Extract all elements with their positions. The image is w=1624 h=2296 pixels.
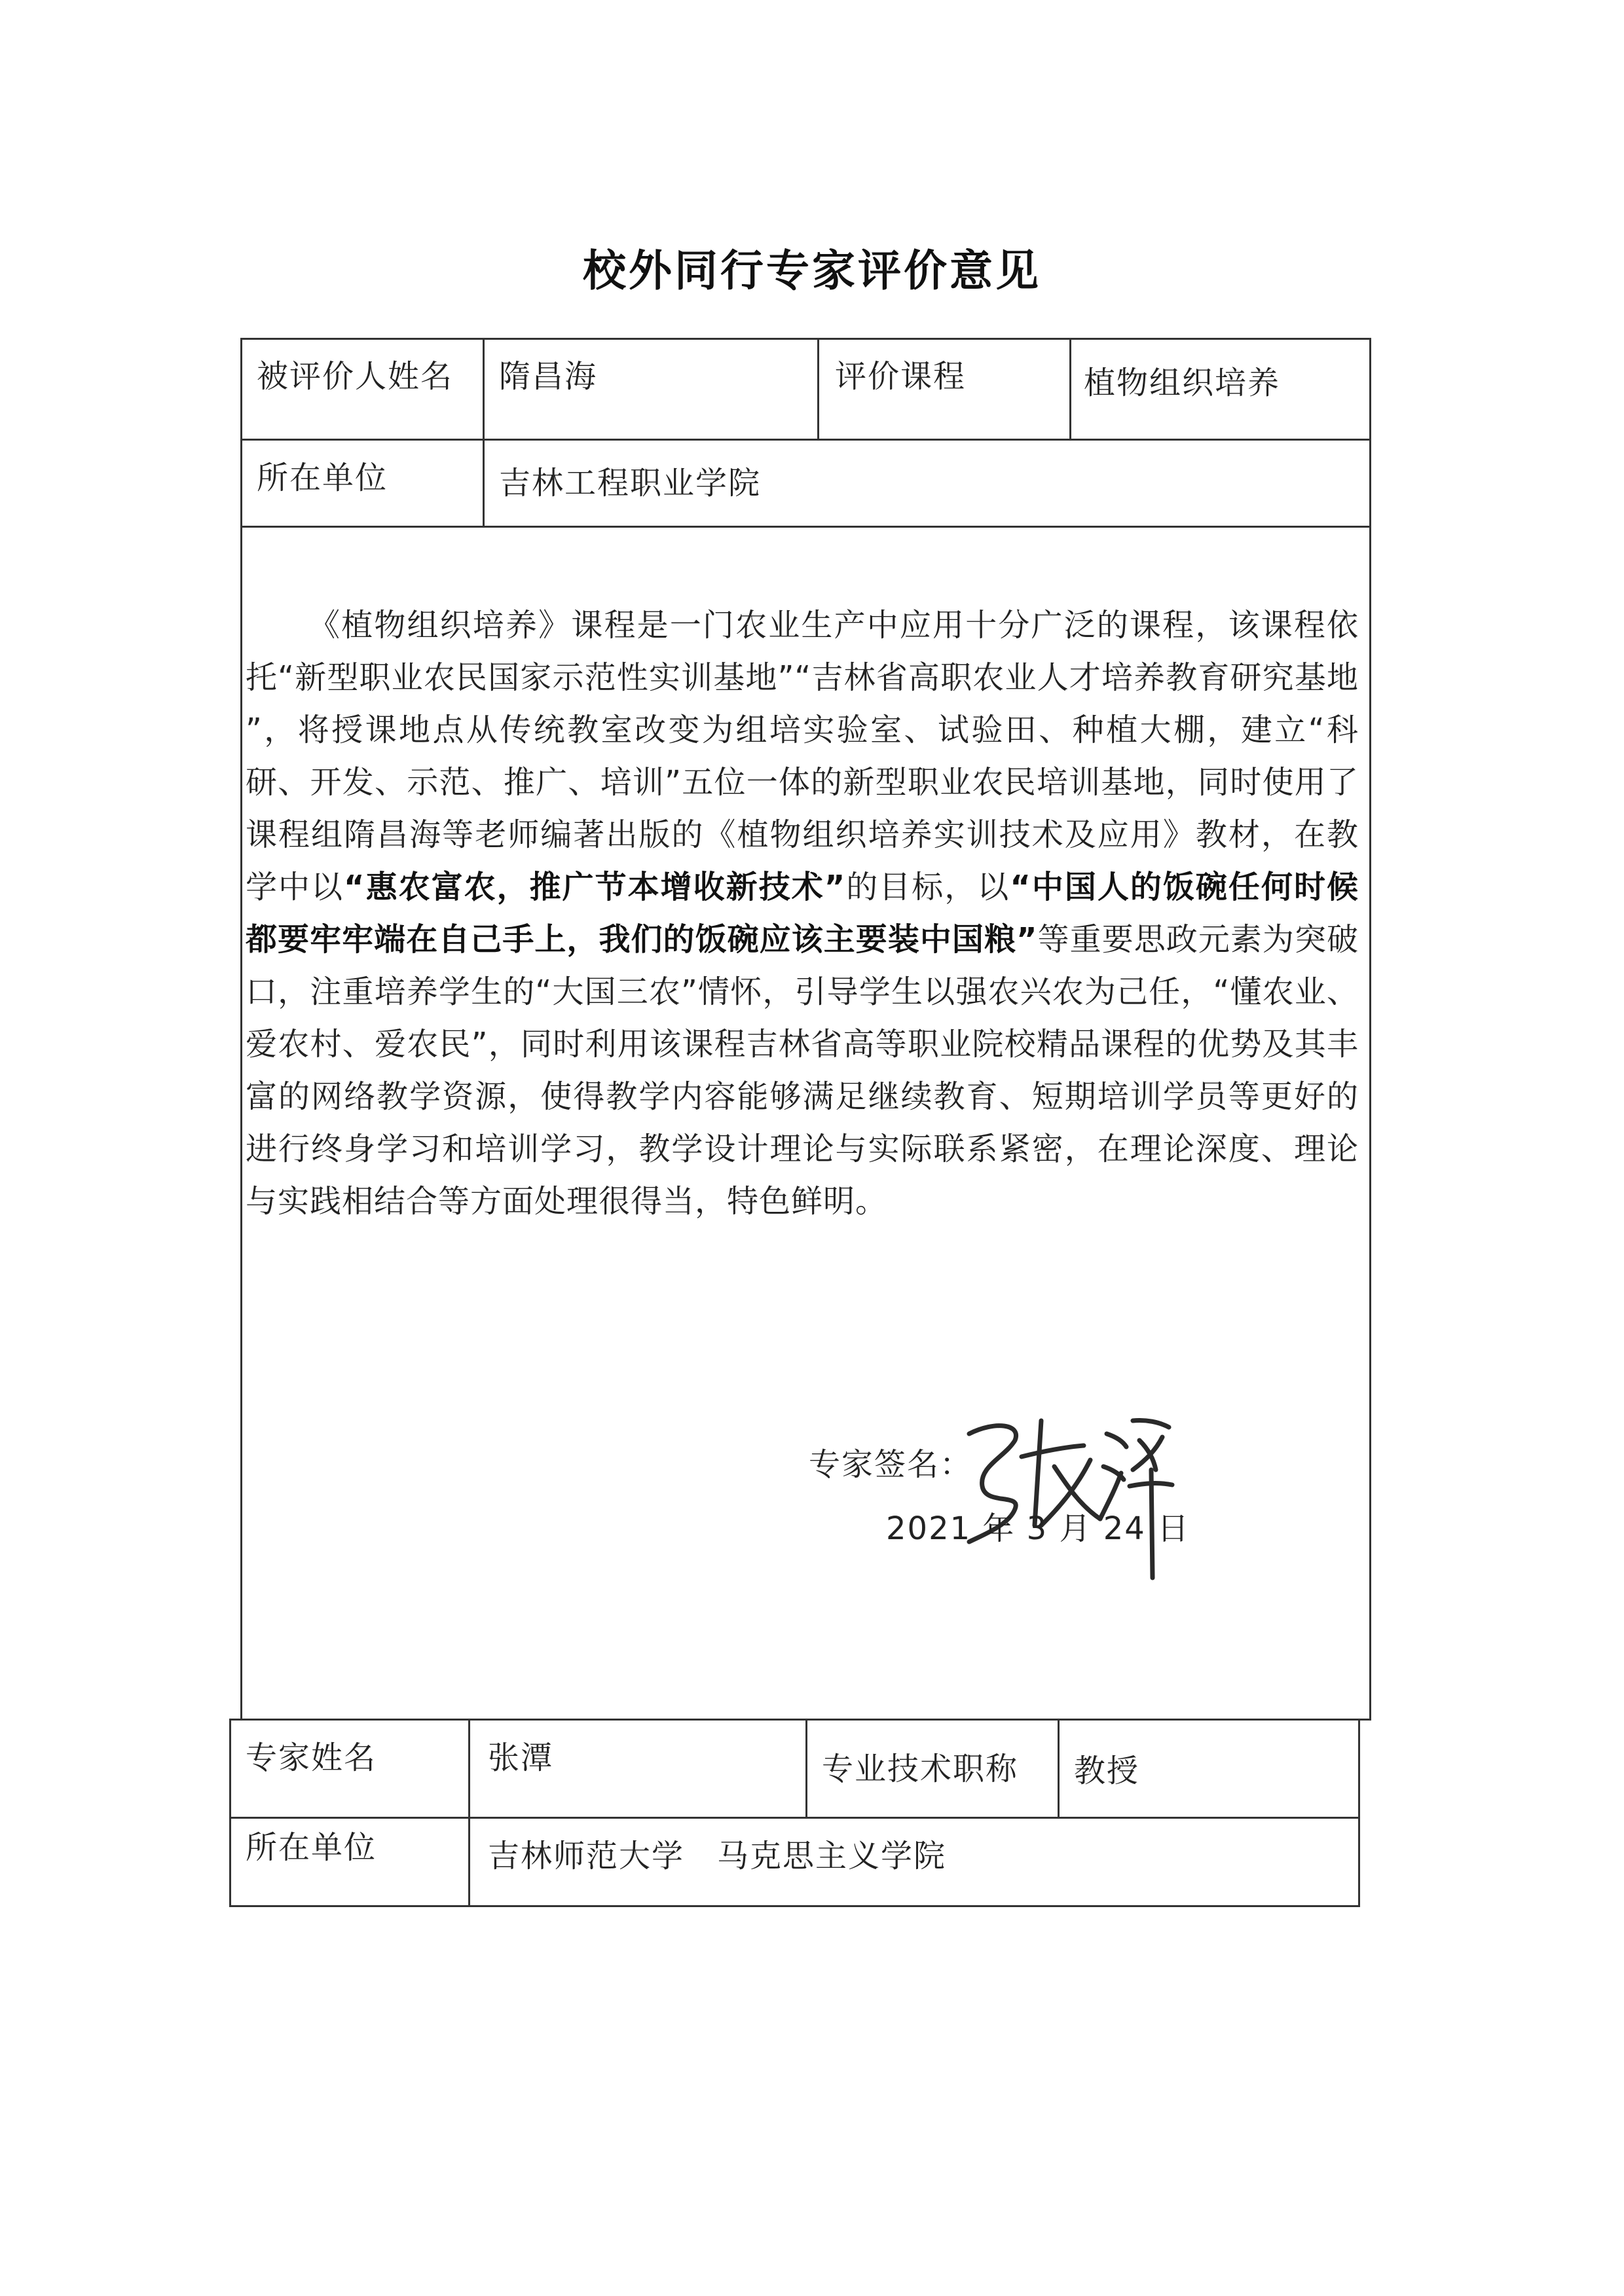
signature-date: 2021 年 3 月 24 日	[886, 1510, 1190, 1547]
opinion-paragraph	[246, 599, 1359, 1228]
opinion-text-1: 《植物组织培养》课程是一门农业生产中应用十分广泛的课程，该课程依托“新型职业农民国家示范性实训基地”“吉林省高职农业人才培养教育研究基地 ”，将授课地点从传统教室改变为组培实验室、试验田、种植大棚，建立“科研、开发、示范、推广、培训”五位一体的新型职业农民培训基地，同时使用了课程组隋昌海等老师编著出版的《植物组织培养实训技术及应用》教材，在教学中以	[246, 607, 1359, 905]
opinion-text-2: 的目标，以	[845, 869, 1010, 905]
expert-name-label: 专家姓名	[246, 1740, 377, 1776]
table-border	[229, 1719, 231, 1907]
table-border	[1358, 1719, 1360, 1907]
table-border	[483, 338, 485, 528]
opinion-bold-2: “中国人的饭碗任何时候都要牢牢端在自己手上，我们的饭碗应该主要装中国粮”	[246, 869, 1359, 958]
expert-name-value: 张潭	[488, 1740, 554, 1776]
unit-value: 吉林工程职业学院	[499, 465, 762, 501]
table-border	[240, 338, 242, 1721]
handwritten-signature	[943, 1394, 1179, 1591]
opinion-bold-1: “惠农富农，推广节本增收新技术”	[344, 869, 846, 905]
signature-label: 专家签名：	[809, 1446, 973, 1483]
evaluee-label: 被评价人姓名	[257, 358, 454, 395]
table-border	[240, 439, 1371, 441]
course-label: 评价课程	[835, 358, 967, 395]
course-value: 植物组织培养	[1084, 365, 1281, 401]
table-border	[1069, 338, 1071, 441]
expert-unit-label: 所在单位	[246, 1829, 377, 1866]
evaluee-value: 隋昌海	[499, 358, 598, 395]
expert-title-value: 教授	[1074, 1753, 1140, 1789]
table-border	[1058, 1719, 1060, 1819]
expert-unit-value: 吉林师范大学 马克思主义学院	[488, 1838, 947, 1874]
table-border	[229, 1719, 1360, 1721]
table-border	[240, 338, 1371, 340]
table-border	[817, 338, 819, 441]
table-border	[468, 1719, 470, 1907]
table-border	[229, 1905, 1360, 1907]
table-border	[229, 1817, 1360, 1819]
table-border	[240, 526, 1371, 528]
unit-label: 所在单位	[257, 460, 388, 496]
document-title: 校外同行专家评价意见	[583, 246, 1041, 296]
opinion-text-3: 等重要思政元素为突破口，注重培养学生的“大国三农”情怀，引导学生以强农兴农为己任，“懂农业、爱农村、爱农民”，同时利用该课程吉林省高等职业院校精品课程的优势及其丰富的网络教学资源，使得教学内容能够满足继续教育、短期培训学员等更好的进行终身学习和培训学习，教学设计理论与实际联系紧密，在理论深度、理论与实践相结合等方面处理很得当，特色鲜明。	[246, 921, 1359, 1220]
table-border	[1369, 338, 1371, 1721]
table-border	[805, 1719, 807, 1819]
expert-title-label: 专业技术职称	[822, 1751, 1019, 1787]
